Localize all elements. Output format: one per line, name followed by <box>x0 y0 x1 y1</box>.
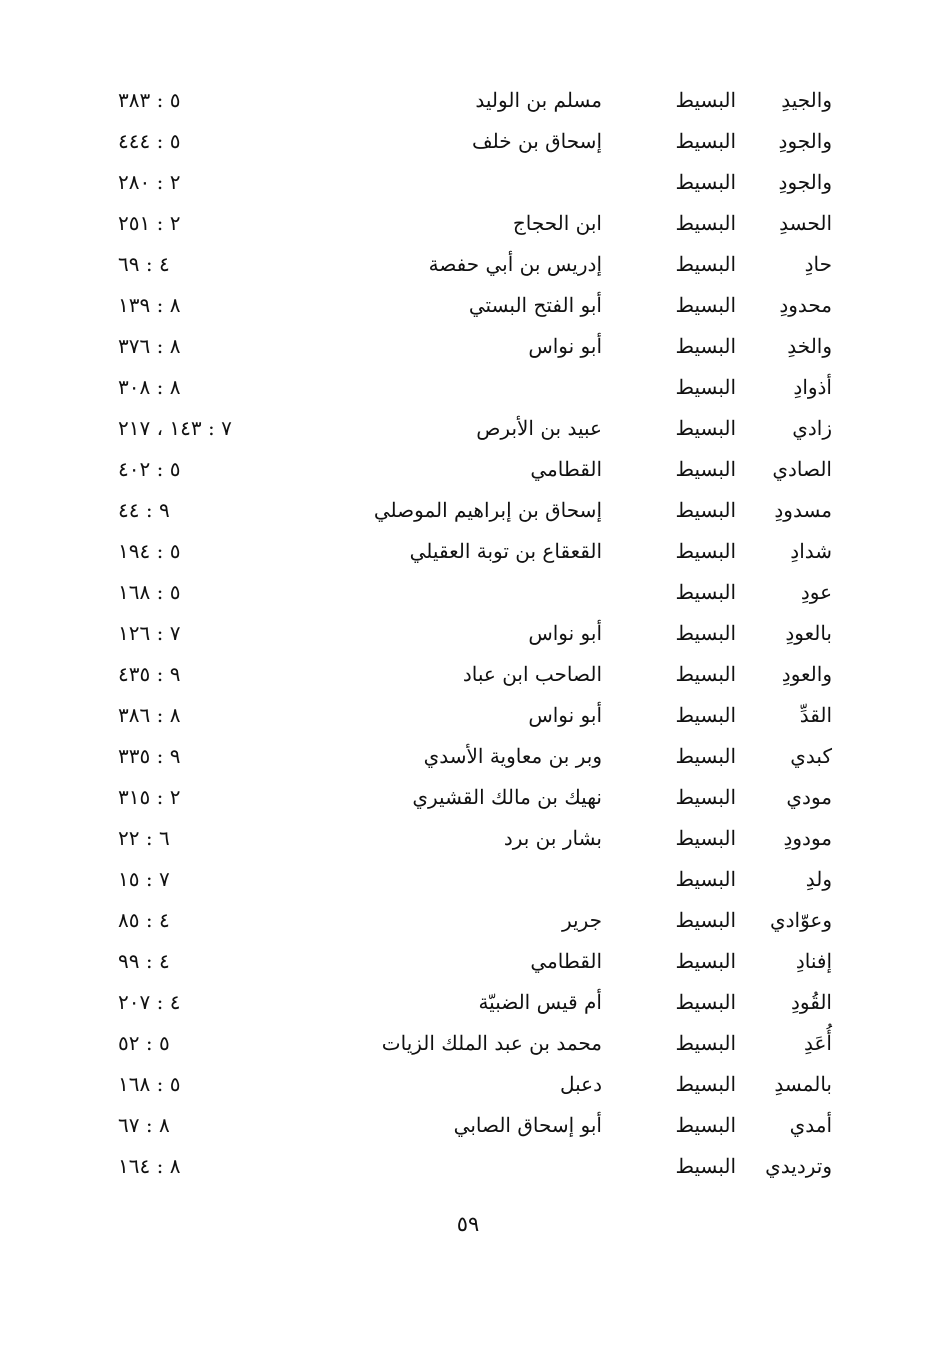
volume-page-reference: ٧ : ١٤٣ ، ٢١٧ <box>118 416 232 440</box>
volume-page-reference: ٤ : ٢٠٧ <box>118 990 181 1014</box>
table-row <box>0 613 936 654</box>
meter-name: البسيط <box>675 252 736 276</box>
volume-page-reference: ٧ : ١٢٦ <box>118 621 181 645</box>
volume-page-reference: ٥ : ٤٤٤ <box>118 129 181 153</box>
volume-page-reference: ٥ : ٤٠٢ <box>118 457 181 481</box>
volume-page-reference: ٢ : ٣١٥ <box>118 785 181 809</box>
poet-name: إدريس بن أبي حفصة <box>428 252 602 276</box>
rhyme-word: القُودِ <box>790 990 832 1014</box>
rhyme-word: وعوّادي <box>769 908 832 932</box>
volume-page-reference: ٦ : ٢٢ <box>118 826 170 850</box>
meter-name: البسيط <box>675 211 736 235</box>
rhyme-word: ولدِ <box>805 867 832 891</box>
table-row <box>0 449 936 490</box>
rhyme-word: كبدي <box>790 744 832 768</box>
rhyme-word: أذوادِ <box>793 375 832 399</box>
page-number: ٥٩ <box>456 1212 480 1236</box>
table-row <box>0 490 936 531</box>
table-row <box>0 1105 936 1146</box>
poet-name: دعبل <box>559 1072 602 1096</box>
meter-name: البسيط <box>675 826 736 850</box>
meter-name: البسيط <box>675 744 736 768</box>
rhyme-word: مودودِ <box>783 826 832 850</box>
rhyme-word: مودي <box>786 785 832 809</box>
poet-name: ابن الحجاج <box>512 211 602 235</box>
rhyme-word: أُعَدِ <box>804 1031 832 1055</box>
meter-name: البسيط <box>675 170 736 194</box>
table-row <box>0 285 936 326</box>
rhyme-word: والجيدِ <box>781 88 832 112</box>
poet-name: أبو إسحاق الصابي <box>453 1113 602 1137</box>
rhyme-word: مسدودِ <box>774 498 832 522</box>
poet-name: القطامي <box>530 949 602 973</box>
table-row <box>0 941 936 982</box>
table-row <box>0 818 936 859</box>
volume-page-reference: ٥ : ٣٨٣ <box>118 88 181 112</box>
table-row <box>0 572 936 613</box>
meter-name: البسيط <box>675 580 736 604</box>
volume-page-reference: ٤ : ٦٩ <box>118 252 170 276</box>
table-row <box>0 982 936 1023</box>
table-row <box>0 367 936 408</box>
meter-name: البسيط <box>675 293 736 317</box>
meter-name: البسيط <box>675 88 736 112</box>
rhyme-word: شدادِ <box>790 539 832 563</box>
poet-name: عبيد بن الأبرص <box>476 416 602 440</box>
table-row <box>0 408 936 449</box>
volume-page-reference: ٥ : ١٩٤ <box>118 539 181 563</box>
meter-name: البسيط <box>675 908 736 932</box>
poet-name: أبو نواس <box>528 621 602 645</box>
table-row <box>0 777 936 818</box>
volume-page-reference: ٢ : ٢٥١ <box>118 211 181 235</box>
poet-name: محمد بن عبد الملك الزيات <box>381 1031 602 1055</box>
rhyme-word: بالمسدِ <box>774 1072 832 1096</box>
table-row <box>0 80 936 121</box>
meter-name: البسيط <box>675 375 736 399</box>
table-row <box>0 900 936 941</box>
volume-page-reference: ٩ : ٤٤ <box>118 498 170 522</box>
rhyme-word: محدودِ <box>779 293 832 317</box>
table-row <box>0 203 936 244</box>
poet-name: أبو نواس <box>528 334 602 358</box>
meter-name: البسيط <box>675 949 736 973</box>
meter-name: البسيط <box>675 457 736 481</box>
meter-name: البسيط <box>675 539 736 563</box>
rhyme-word: الصادي <box>772 457 832 481</box>
poet-name: جرير <box>562 908 602 932</box>
volume-page-reference: ٢ : ٢٨٠ <box>118 170 181 194</box>
poet-name: القطامي <box>530 457 602 481</box>
meter-name: البسيط <box>675 416 736 440</box>
meter-name: البسيط <box>675 1072 736 1096</box>
poet-name: أبو نواس <box>528 703 602 727</box>
table-row <box>0 1146 936 1187</box>
table-row <box>0 859 936 900</box>
meter-name: البسيط <box>675 867 736 891</box>
poet-name: وبر بن معاوية الأسدي <box>423 744 602 768</box>
poet-name: أم قيس الضبيّة <box>478 990 602 1014</box>
rhyme-word: وترديدي <box>765 1154 832 1178</box>
meter-name: البسيط <box>675 498 736 522</box>
poet-name: الصاحب ابن عباد <box>462 662 602 686</box>
volume-page-reference: ٩ : ٣٣٥ <box>118 744 181 768</box>
table-row <box>0 531 936 572</box>
rhyme-word: والجودِ <box>778 129 832 153</box>
poet-name: إسحاق بن خلف <box>471 129 602 153</box>
rhyme-word: زادي <box>792 416 832 440</box>
volume-page-reference: ٩ : ٤٣٥ <box>118 662 181 686</box>
meter-name: البسيط <box>675 1154 736 1178</box>
rhyme-word: والعودِ <box>781 662 832 686</box>
volume-page-reference: ٨ : ٣٧٦ <box>118 334 181 358</box>
rhyme-word: القدِّ <box>799 703 832 727</box>
poet-name: بشار بن برد <box>503 826 602 850</box>
table-row <box>0 695 936 736</box>
volume-page-reference: ٥ : ١٦٨ <box>118 1072 181 1096</box>
volume-page-reference: ٤ : ٩٩ <box>118 949 170 973</box>
rhyme-word: والجودِ <box>778 170 832 194</box>
meter-name: البسيط <box>675 703 736 727</box>
table-row <box>0 162 936 203</box>
rhyme-word: الحسدِ <box>779 211 832 235</box>
table-row <box>0 736 936 777</box>
volume-page-reference: ٥ : ٥٢ <box>118 1031 170 1055</box>
volume-page-reference: ٨ : ٦٧ <box>118 1113 170 1137</box>
meter-name: البسيط <box>675 662 736 686</box>
volume-page-reference: ٨ : ١٣٩ <box>118 293 181 317</box>
rhyme-word: حادِ <box>804 252 832 276</box>
rhyme-index-table <box>0 80 936 1187</box>
volume-page-reference: ٧ : ١٥ <box>118 867 170 891</box>
meter-name: البسيط <box>675 334 736 358</box>
volume-page-reference: ٨ : ٣٨٦ <box>118 703 181 727</box>
poet-name: القعقاع بن توبة العقيلي <box>409 539 602 563</box>
table-row <box>0 1064 936 1105</box>
poet-name: إسحاق بن إبراهيم الموصلي <box>373 498 602 522</box>
poet-name: نهيك بن مالك القشيري <box>412 785 602 809</box>
volume-page-reference: ٨ : ١٦٤ <box>118 1154 181 1178</box>
rhyme-word: أمدي <box>789 1113 832 1137</box>
table-row <box>0 654 936 695</box>
meter-name: البسيط <box>675 990 736 1014</box>
rhyme-word: عودِ <box>800 580 832 604</box>
meter-name: البسيط <box>675 129 736 153</box>
rhyme-word: بالعودِ <box>785 621 832 645</box>
meter-name: البسيط <box>675 1113 736 1137</box>
volume-page-reference: ٥ : ١٦٨ <box>118 580 181 604</box>
table-row <box>0 121 936 162</box>
table-row <box>0 244 936 285</box>
rhyme-word: والخدِ <box>787 334 832 358</box>
poet-name: مسلم بن الوليد <box>475 88 602 112</box>
table-row <box>0 1023 936 1064</box>
rhyme-word: إفنادِ <box>795 949 832 973</box>
poet-name: أبو الفتح البستي <box>468 293 602 317</box>
volume-page-reference: ٤ : ٨٥ <box>118 908 170 932</box>
volume-page-reference: ٨ : ٣٠٨ <box>118 375 181 399</box>
meter-name: البسيط <box>675 621 736 645</box>
meter-name: البسيط <box>675 785 736 809</box>
table-row <box>0 326 936 367</box>
meter-name: البسيط <box>675 1031 736 1055</box>
